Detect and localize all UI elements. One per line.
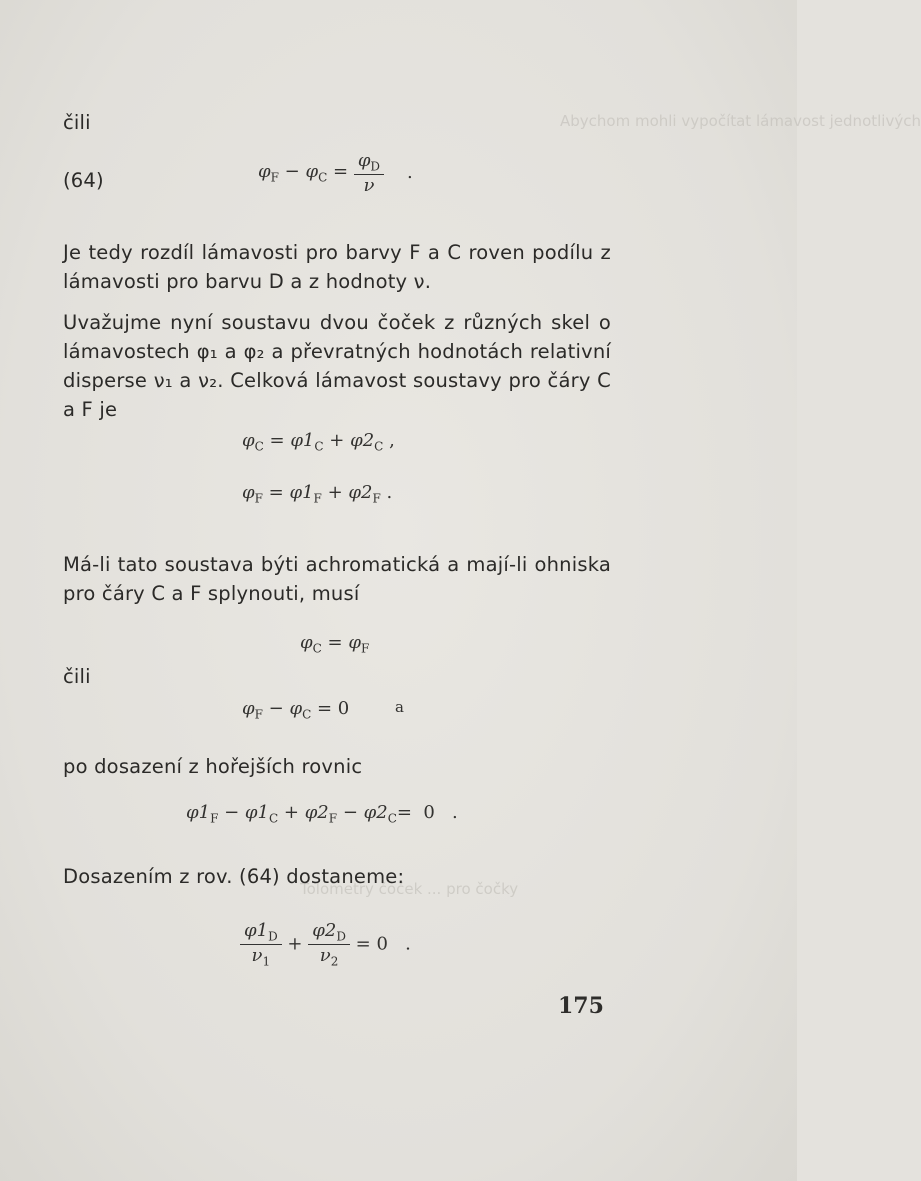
bleed-through-text-2: Tolometry čoček ... pro čočky	[300, 880, 519, 898]
word-cili-2: čili	[63, 665, 91, 688]
word-a: a	[395, 698, 404, 716]
paragraph-achromatic: Má-li tato soustava býti achromatická a mají-li ohniska pro čáry C a F splynouti, musí	[63, 553, 611, 605]
equation-equal: $\varphi_C = \varphi_F$	[300, 632, 370, 656]
equation-combined: $\varphi 1_F - \varphi 1_C + \varphi 2_F - \varphi 2_C= 0$ .	[186, 802, 458, 826]
page-number: 175	[558, 993, 604, 1019]
paragraph-system: Uvažujme nyní soustavu dvou čoček z různých skel o lámavostech φ₁ a φ₂ a převratných hodnotách relativní disperse ν₁ a ν₂. Celková lámavost soustavy pro čáry C a F je	[63, 311, 611, 421]
equation-64: $\varphi_F - \varphi_C$ = $\frac{\varphi_D}{\nu}$ .	[258, 150, 413, 196]
equation-final: $\frac{\varphi 1_D}{\nu_1}$ + $\frac{\varphi 2_D}{\nu_2}$ = 0 .	[240, 920, 411, 968]
equation-label-64: (64)	[63, 169, 104, 192]
word-cili-1: čili	[63, 111, 91, 134]
bleed-through-text: Abychom mohli vypočítat lámavost jednotlivých	[560, 112, 921, 130]
equation-sum-f: $\varphi_F = \varphi 1_F + \varphi 2_F$ .	[242, 482, 393, 506]
paragraph-result: Dosazením z rov. (64) dostaneme:	[63, 865, 405, 888]
equation-sum-c: $\varphi_C = \varphi 1_C + \varphi 2_C$ ,	[242, 430, 395, 454]
paragraph-difference: Je tedy rozdíl lámavosti pro barvy F a C roven podílu z lámavosti pro barvu D a z hodnoty ν.	[63, 241, 611, 293]
equation-diff-zero: $\varphi_F - \varphi_C = 0$	[242, 698, 350, 722]
paragraph-substitution: po dosazení z hořejších rovnic	[63, 755, 363, 778]
